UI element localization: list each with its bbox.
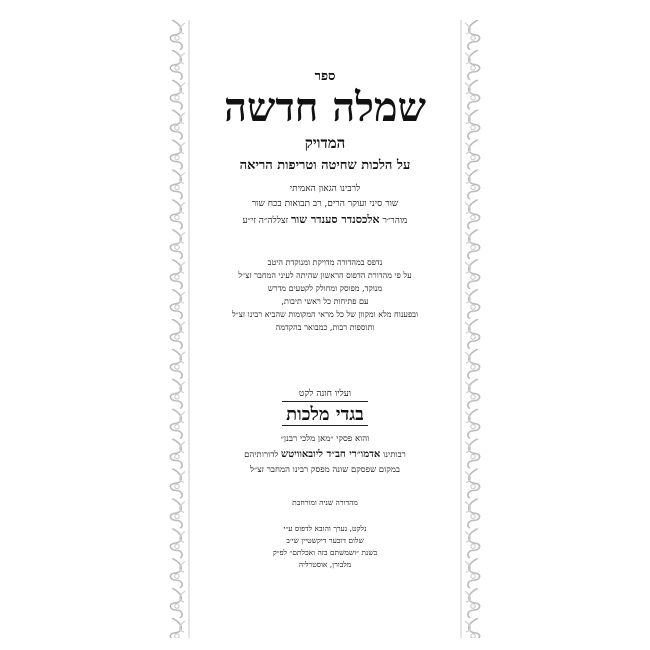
- ornament-scroll-icon: [460, 20, 482, 638]
- ornament-scroll-icon: [168, 20, 190, 638]
- sub-line-1: והוא פסקי ״מאן מלכי רבנן״: [280, 434, 370, 444]
- sefer-label: ספר: [314, 69, 336, 84]
- title-page-content: [196, 58, 454, 634]
- description-line: מנוקד, מפוסק ומחולק לקטעים מדרש: [267, 284, 383, 293]
- book-subtitle: המדויק: [304, 134, 346, 152]
- author-works: שור סיני ועוקר הרים, רב תבואות בכח שור: [251, 199, 399, 209]
- edition-label: מהדורה שניה ומורחבת: [292, 498, 358, 507]
- title-page: [168, 8, 482, 644]
- publisher-line: נלקט, נערך והובא לדפוס ע״י: [283, 524, 367, 533]
- description-block: [196, 256, 454, 334]
- sub-line-2-prefix: רבותינו: [383, 450, 406, 460]
- decorative-border-right: [460, 20, 482, 638]
- book-topic: על הלכות שחיטה וטריפות הריאה: [239, 158, 411, 173]
- publisher-line: שלום דובער דיקשטיין שי׳ב: [286, 536, 364, 545]
- sub-description: [196, 432, 454, 478]
- author-suffix: זצללה״ה זי״ע: [242, 216, 289, 226]
- sub-line-2-suffix: לדורותיהם: [244, 450, 279, 460]
- author-name: אלכסנדר סענדר שור: [291, 213, 380, 226]
- description-line: נדפס במהדורה מדויקת ומנוקדת היטב: [267, 258, 383, 267]
- sub-line-2-bold: אדמו״רי חב״ד ליובאוויטש: [281, 449, 381, 460]
- decorative-border-left: [168, 20, 190, 638]
- sub-line-3: במקום שפסקם שונה מפסק רבינו המחבר זצ״ל: [250, 465, 400, 475]
- author-intro: לרבינו הגאון האמיתי: [289, 184, 361, 194]
- description-line: על פי מהדורת הדפוס הראשון שהיתה לעיני המחבר זצ״ל: [238, 271, 412, 280]
- sub-title: בגדי מלכות: [282, 401, 368, 426]
- author-prefix: מוהר״ר: [382, 216, 408, 226]
- publisher-block: [196, 523, 454, 571]
- description-line: ותוספות רבות, כמבואר בהקדמה: [275, 323, 375, 332]
- sub-line-2: [196, 447, 454, 463]
- sub-intro: ועליו חונה לקט: [298, 389, 352, 399]
- publisher-line: בשנת ״ושמשתם בזה ואכלתם״ לפ״ק: [272, 548, 378, 557]
- author-name-line: [196, 213, 454, 226]
- description-line: ובפענוח מלא ומקוון של כל מראי המקומות שהביא רבינו זצ״ל: [231, 310, 419, 319]
- publisher-line: מלבורן, אוסטרליה: [298, 560, 352, 569]
- book-title: שמלה חדשה: [224, 86, 426, 130]
- description-line: עם פתיחות כל ראשי תיבות,: [281, 297, 369, 306]
